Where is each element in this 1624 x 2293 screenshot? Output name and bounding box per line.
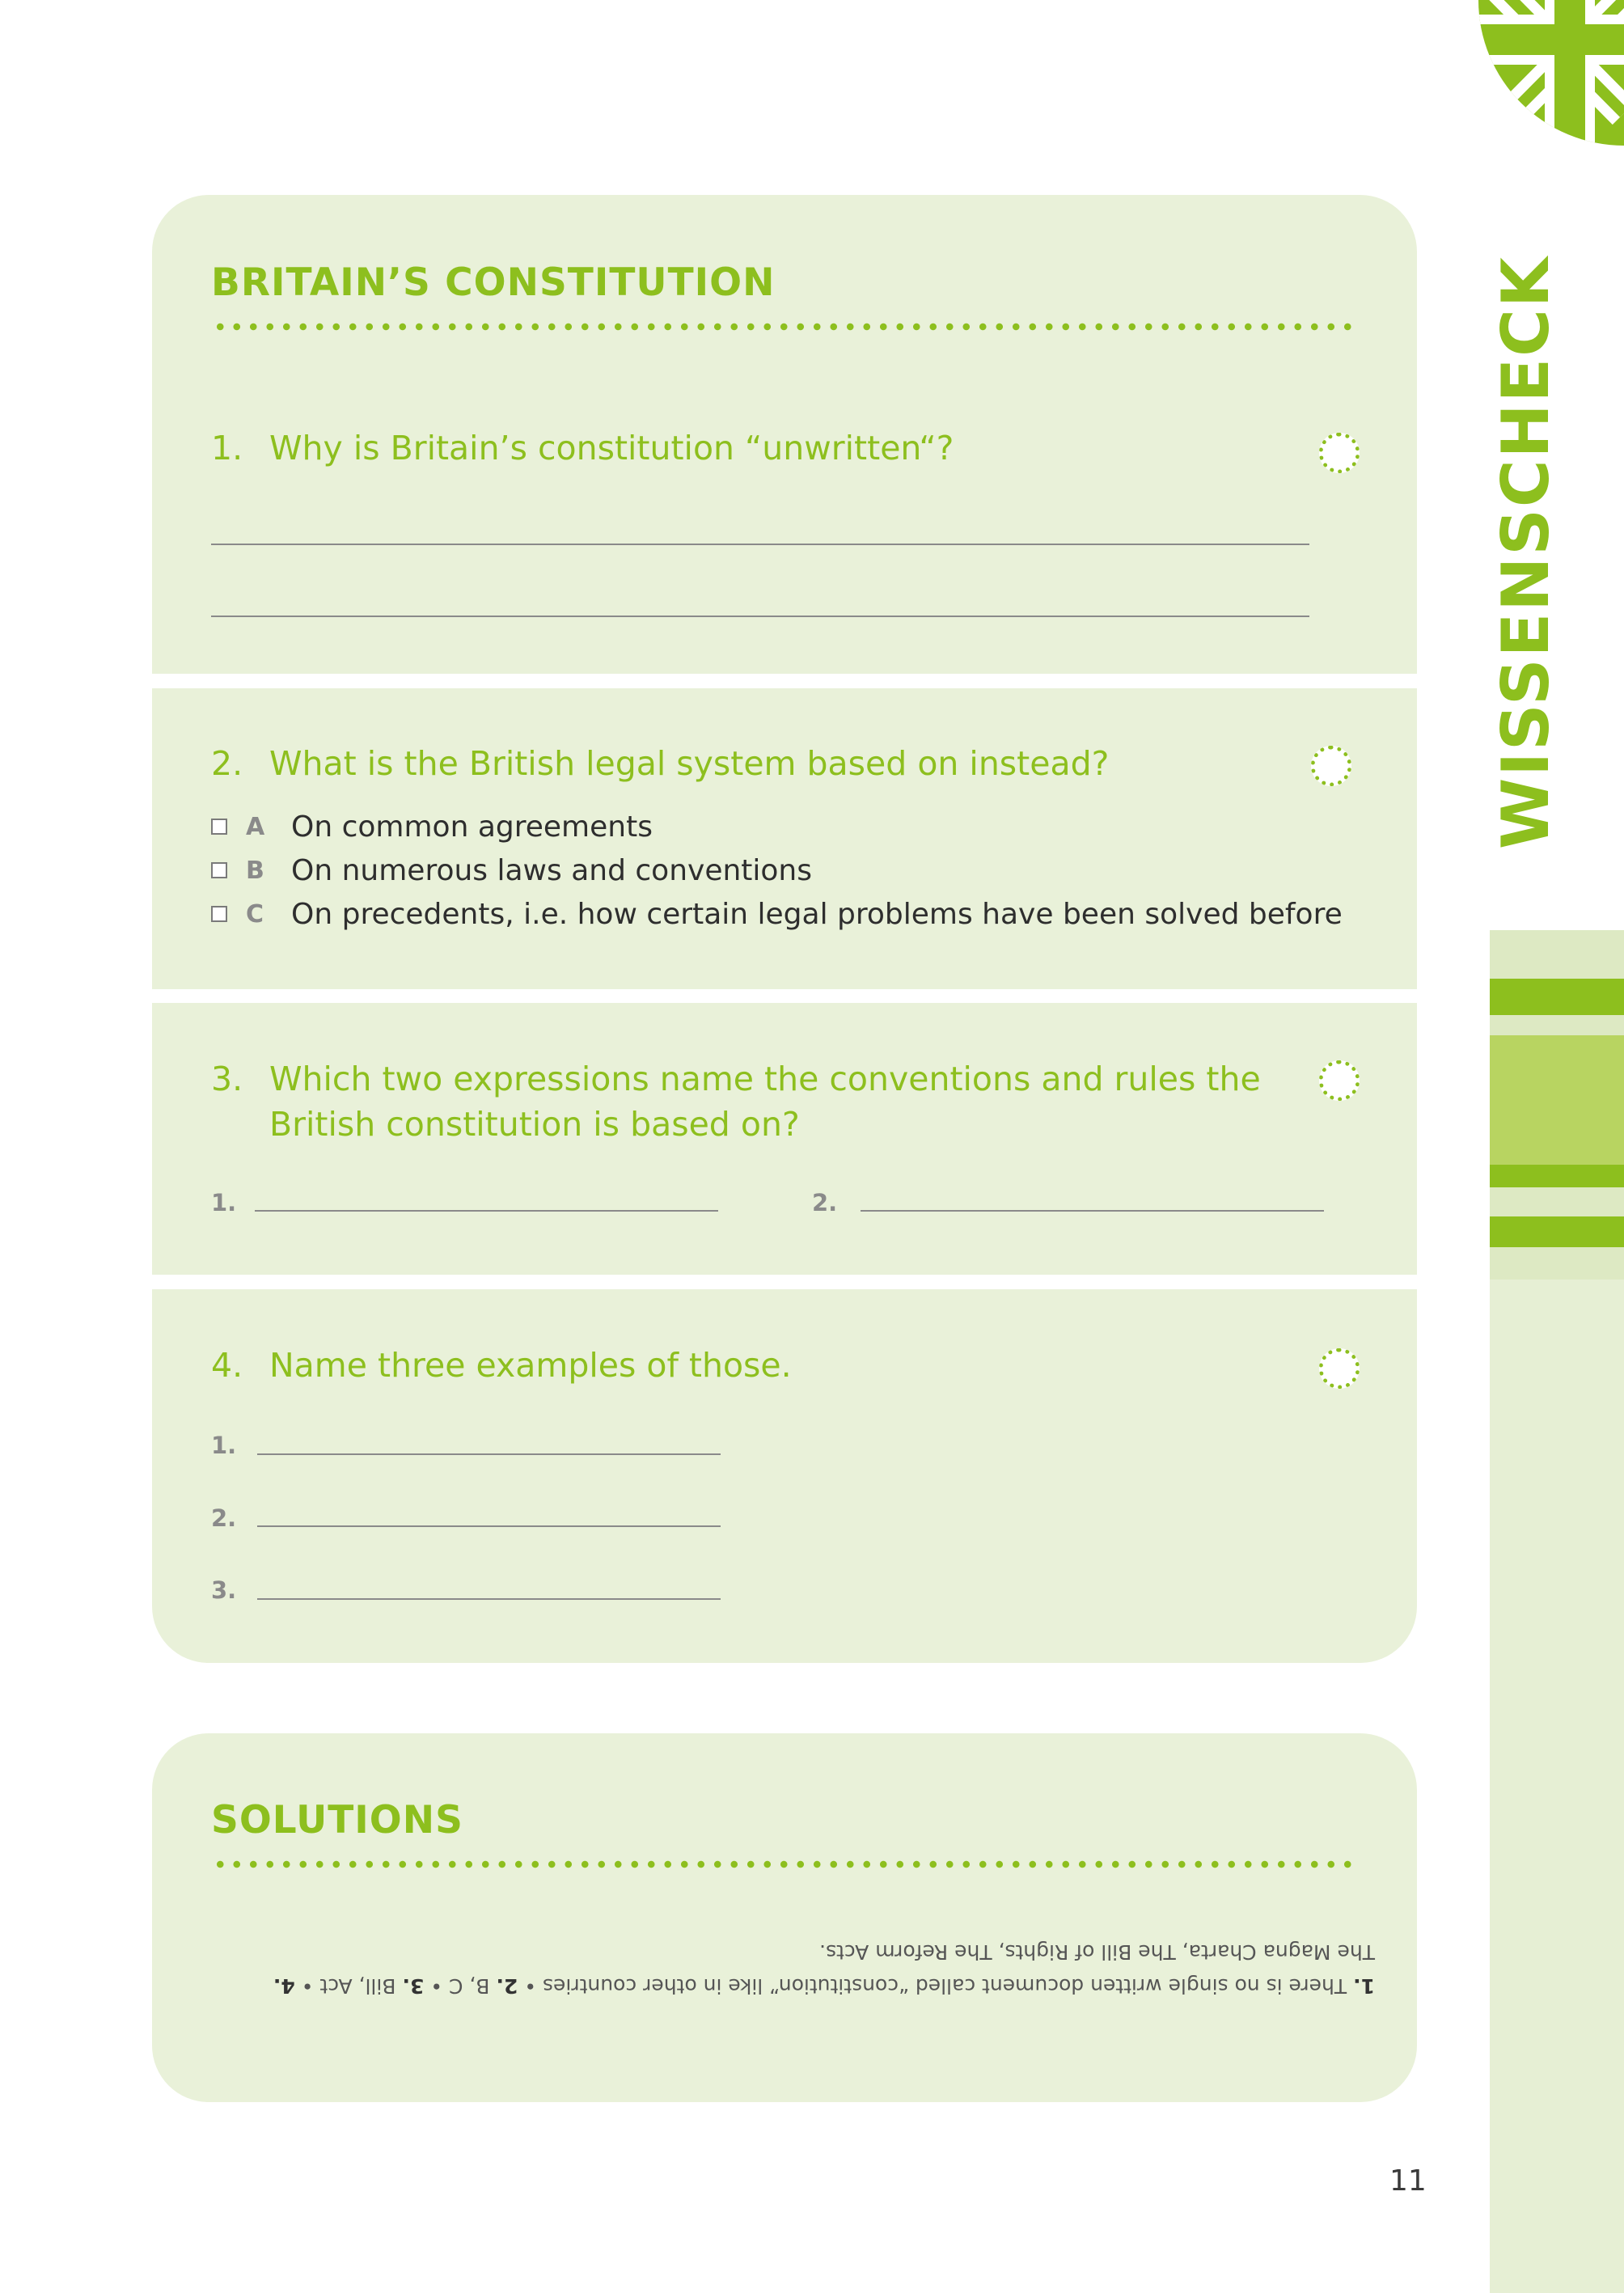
- answer-line[interactable]: [861, 1210, 1324, 1212]
- solutions-title: SOLUTIONS: [211, 1798, 463, 1842]
- answer-line[interactable]: [257, 1453, 721, 1455]
- option-text: On numerous laws and conventions: [291, 854, 812, 887]
- answer-line[interactable]: [211, 616, 1309, 617]
- answer-line[interactable]: [211, 544, 1309, 545]
- option-letter: B: [246, 857, 264, 885]
- dotted-circle-icon: [1319, 433, 1360, 473]
- option-letter: A: [246, 813, 265, 841]
- blank-label-2: 2.: [211, 1504, 237, 1532]
- checkbox-icon[interactable]: [211, 819, 227, 835]
- dotted-circle-icon: [1319, 1060, 1360, 1101]
- side-strip-bar-1: [1490, 979, 1624, 1015]
- question-2: [211, 741, 1343, 789]
- question-number: 1.: [211, 429, 243, 467]
- blank-label-3: 3.: [211, 1576, 237, 1604]
- side-strip-bar-3: [1490, 1216, 1624, 1247]
- option-c[interactable]: [211, 895, 1343, 935]
- answer-number: 1.: [1353, 1974, 1375, 1998]
- blank-label-1: 1.: [211, 1432, 237, 1459]
- side-strip-light-3: [1490, 1187, 1624, 1216]
- answer-number: 2.: [496, 1974, 518, 1998]
- answer-text: There is no single written document called “constitution” like in other countries •: [518, 1974, 1354, 1998]
- blank-label-1: 1.: [211, 1189, 237, 1216]
- dotted-circle-icon: [1311, 746, 1351, 786]
- side-strip-light-top: [1490, 930, 1624, 979]
- question-number: 3.: [211, 1060, 243, 1098]
- side-strip-bar-2: [1490, 1165, 1624, 1187]
- question-number: 2.: [211, 744, 243, 783]
- option-a[interactable]: [211, 807, 1343, 848]
- question-text: Why is Britain’s constitution “unwritten“?: [269, 429, 954, 467]
- side-strip-mid: [1490, 1035, 1624, 1165]
- question-text: Name three examples of those.: [269, 1346, 792, 1385]
- answer-text: B, C •: [424, 1974, 497, 1998]
- side-strip-light-4: [1490, 1247, 1624, 1280]
- answer-line[interactable]: [257, 1525, 721, 1527]
- answer-number: 4.: [273, 1974, 295, 1998]
- solutions-text-upside-down: [267, 1935, 1375, 2003]
- question-1: [211, 425, 1343, 474]
- page-number: 11: [1389, 2164, 1427, 2198]
- title-dotted-divider: [212, 323, 1360, 331]
- question-text: What is the British legal system based on instead?: [269, 744, 1110, 783]
- union-jack-flag-icon: [1464, 0, 1624, 147]
- solutions-dotted-divider: [212, 1860, 1360, 1868]
- side-strip-bottom: [1490, 1280, 1624, 2293]
- answer-line[interactable]: [255, 1210, 718, 1212]
- question-4: [211, 1343, 1343, 1391]
- blank-label-2: 2.: [812, 1189, 838, 1216]
- side-strip-light-2: [1490, 1015, 1624, 1035]
- answer-text: The Magna Charta, The Bill of Rights, The Reform Acts.: [819, 1940, 1375, 1964]
- answer-number: 3.: [402, 1974, 425, 1998]
- answer-line[interactable]: [257, 1598, 721, 1600]
- checkbox-icon[interactable]: [211, 862, 227, 878]
- question-3: [211, 1056, 1343, 1153]
- answer-text: Bill, Act •: [294, 1974, 403, 1998]
- question-number: 4.: [211, 1346, 243, 1385]
- question-text: Which two expressions name the conventions and rules the British constitution is based on?: [269, 1060, 1261, 1144]
- option-text: On precedents, i.e. how certain legal problems have been solved before: [291, 898, 1343, 931]
- solutions-panel: [152, 1733, 1417, 2102]
- quiz-title: BRITAIN’S CONSTITUTION: [211, 260, 776, 305]
- option-letter: C: [246, 900, 264, 929]
- option-text: On common agreements: [291, 810, 653, 844]
- checkbox-icon[interactable]: [211, 906, 227, 922]
- dotted-circle-icon: [1319, 1348, 1360, 1389]
- sidebar-label: WISSENSCHECK: [1488, 256, 1563, 849]
- option-b[interactable]: [211, 851, 1343, 891]
